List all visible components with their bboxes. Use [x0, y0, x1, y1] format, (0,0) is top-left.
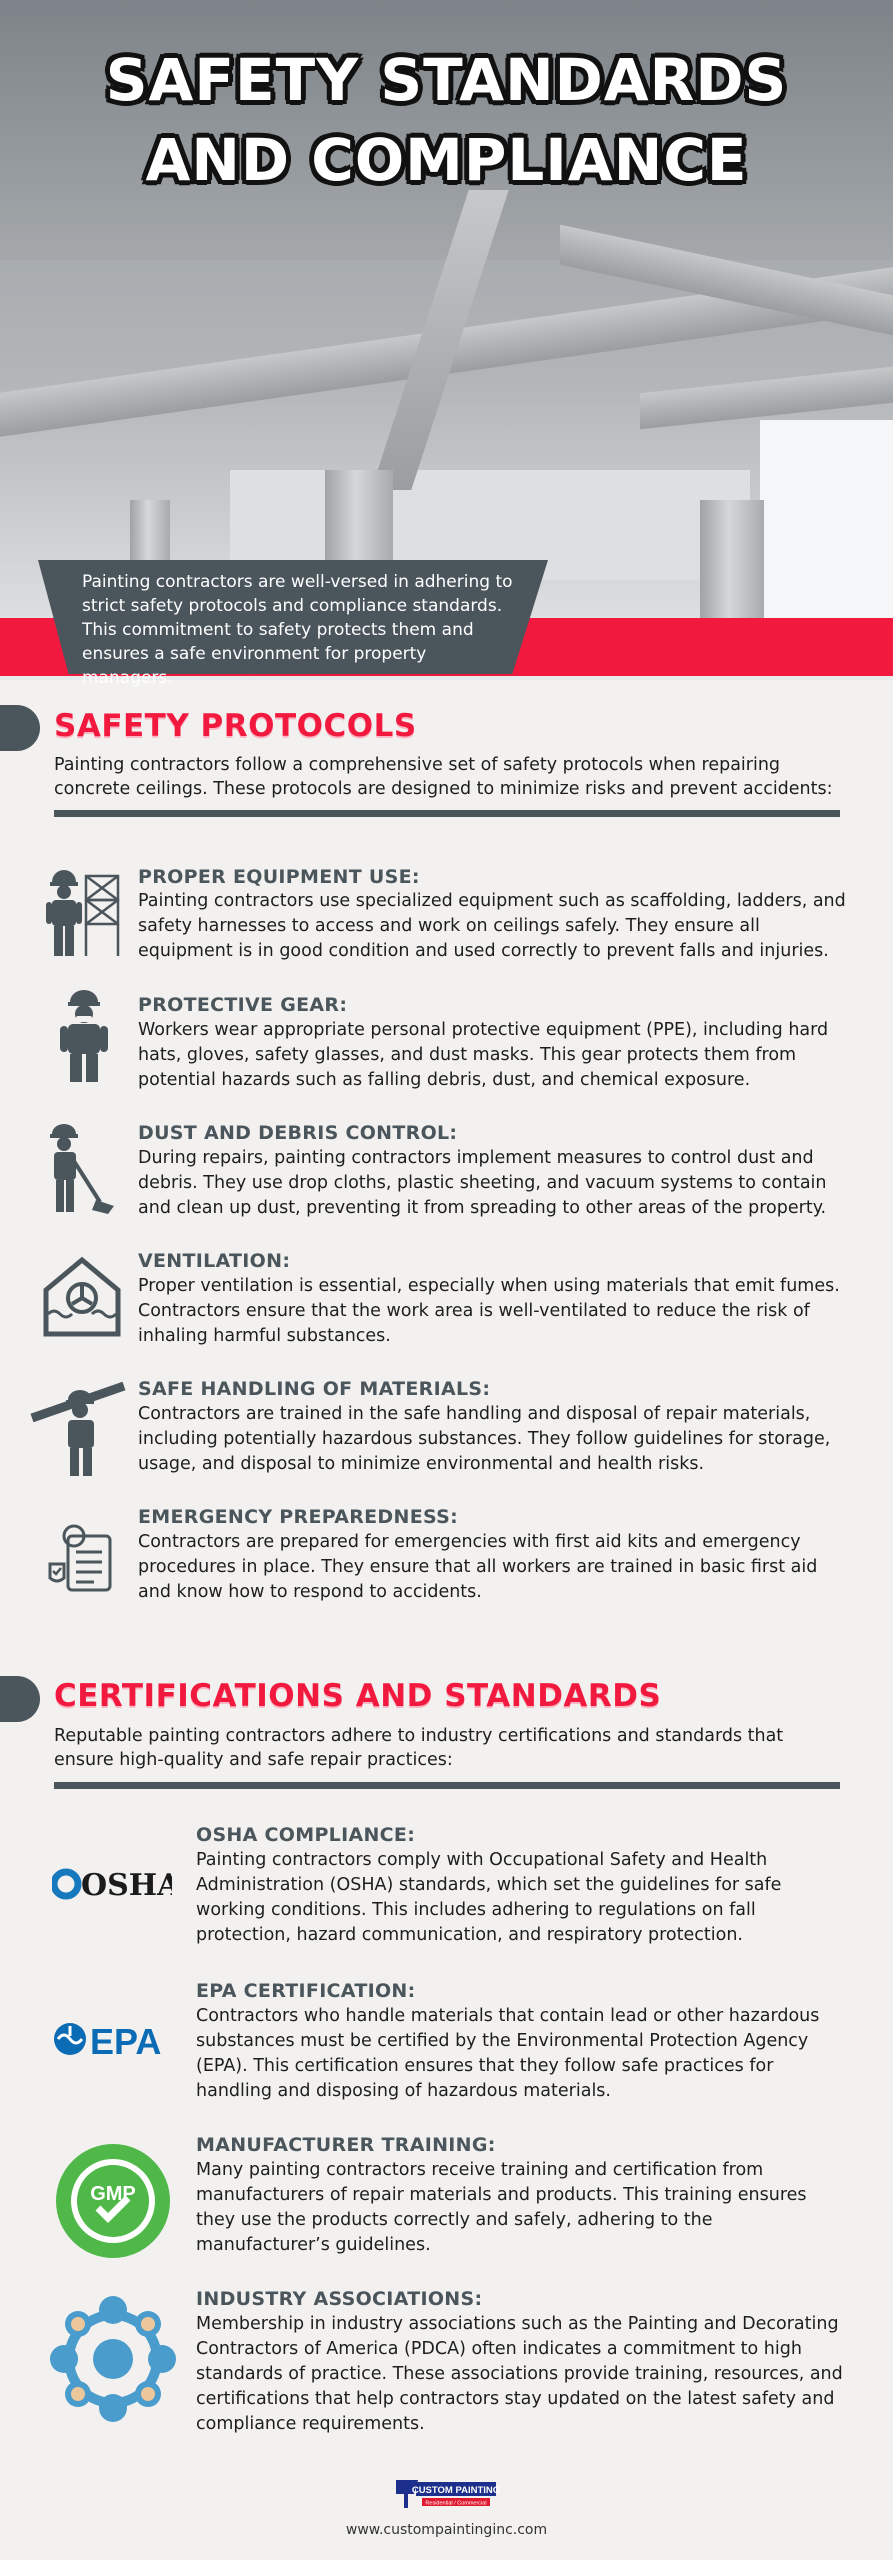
item-body: Membership in industry associations such as the Painting and Decorating Contractors of America (PDCA) often indicates a commitment to high standards of practice. These associations provide training, resources, and certifications that help contractors stay updated on the latest safety and compliance requirements. — [196, 2314, 843, 2434]
item-body: Contractors who handle materials that contain lead or other hazardous substances must be certified by the Environmental Protection Agency (EPA). This certification ensures that they follow safe practices for handling and disposing of hazardous materials. — [196, 2006, 820, 2101]
worker-carrying-beam-icon — [30, 1378, 126, 1478]
protective-suit-icon — [56, 990, 112, 1084]
item-title: EPA CERTIFICATION: — [196, 1980, 416, 2002]
logo-tagline: Residential / Commercial — [425, 2500, 487, 2507]
footer-website-link[interactable]: www.custompaintinginc.com — [345, 2522, 548, 2538]
intro-text: Painting contractors are well-versed in adhering to strict safety protocols and compliance standards. This commitment to safety protects them and ensures a safe environment for property managers. — [82, 572, 513, 688]
company-logo[interactable] — [392, 2472, 502, 2512]
title-line-1: SAFETY STANDARDS — [105, 46, 788, 114]
section-divider — [54, 1782, 840, 1789]
ventilation-house-icon — [40, 1254, 124, 1338]
osha-logo-text: OSHA — [81, 1868, 172, 1903]
item-body: Many painting contractors receive training and certification from manufacturers of repair materials and products. This training ensures they use the products correctly and safely, adhering to the manufacturer’s guidelines. — [196, 2160, 807, 2255]
page-title — [0, 40, 893, 200]
section-intro-certs: Reputable painting contractors adhere to industry certifications and standards that ensure high-quality and safe repair practices: — [54, 1726, 784, 1770]
gmp-logo-text: GMP — [90, 2183, 136, 2205]
sweeping-worker-icon — [46, 1120, 118, 1216]
sky-opening — [760, 420, 893, 630]
section-title-safety: SAFETY PROTOCOLS — [54, 708, 417, 744]
section-tab-marker — [0, 705, 40, 751]
worker-scaffold-icon — [42, 866, 122, 960]
section-tab-marker — [0, 1676, 40, 1722]
item-body: During repairs, painting contractors implement measures to control dust and debris. They use drop cloths, plastic sheeting, and vacuum systems to contain and clean up dust, preventing it from spreading to other areas of the property. — [138, 1148, 827, 1218]
item-body: Painting contractors use specialized equipment such as scaffolding, ladders, and safety harnesses to access and work on ceilings safely. They ensure all equipment is in good condition and used correctly to prevent falls and injuries. — [138, 891, 846, 961]
item-title: EMERGENCY PREPAREDNESS: — [138, 1506, 458, 1528]
item-title: DUST AND DEBRIS CONTROL: — [138, 1122, 458, 1144]
item-body: Contractors are trained in the safe handling and disposal of repair materials, including potentially hazardous substances. They follow guidelines for storage, usage, and disposal to minimize environmental and health risks. — [138, 1404, 831, 1474]
item-title: PROPER EQUIPMENT USE: — [138, 866, 420, 888]
item-title: MANUFACTURER TRAINING: — [196, 2134, 496, 2156]
osha-logo-icon — [52, 1862, 172, 1906]
section-intro-safety: Painting contractors follow a comprehensive set of safety protocols when repairing concrete ceilings. These protocols are designed to minimize risks and prevent accidents: — [54, 755, 833, 799]
network-hub-icon — [50, 2296, 176, 2422]
section-title-certs: CERTIFICATIONS AND STANDARDS — [54, 1678, 662, 1714]
item-body: Workers wear appropriate personal protective equipment (PPE), including hard hats, gloves, safety glasses, and dust masks. This gear protects them from potential hazards such as falling debris, dust, and chemical exposure. — [138, 1020, 829, 1090]
section-divider — [54, 810, 840, 817]
epa-logo-icon — [52, 2018, 172, 2060]
emergency-checklist-icon — [46, 1522, 118, 1594]
item-body: Contractors are prepared for emergencies with first aid kits and emergency procedures in place. They ensure that all workers are trained in basic first aid and know how to respond to accidents. — [138, 1532, 818, 1602]
item-title: OSHA COMPLIANCE: — [196, 1824, 416, 1846]
item-body: Painting contractors comply with Occupational Safety and Health Administration (OSHA) standards, which set the guidelines for safe working conditions. This includes adhering to regulations on fall protection, hazard communication, and respiratory protection. — [196, 1850, 782, 1945]
item-title: VENTILATION: — [138, 1250, 291, 1272]
item-title: PROTECTIVE GEAR: — [138, 994, 348, 1016]
gmp-badge-icon — [54, 2142, 172, 2260]
epa-logo-text: EPA — [90, 2021, 162, 2060]
item-body: Proper ventilation is essential, especially when using materials that emit fumes. Contractors ensure that the work area is well-ventilated to reduce the risk of inhaling harmful substances. — [138, 1276, 840, 1346]
item-title: SAFE HANDLING OF MATERIALS: — [138, 1378, 491, 1400]
title-line-2: AND COMPLIANCE — [145, 126, 748, 194]
item-title: INDUSTRY ASSOCIATIONS: — [196, 2288, 483, 2310]
logo-text: CUSTOM PAINTING — [411, 2485, 501, 2496]
